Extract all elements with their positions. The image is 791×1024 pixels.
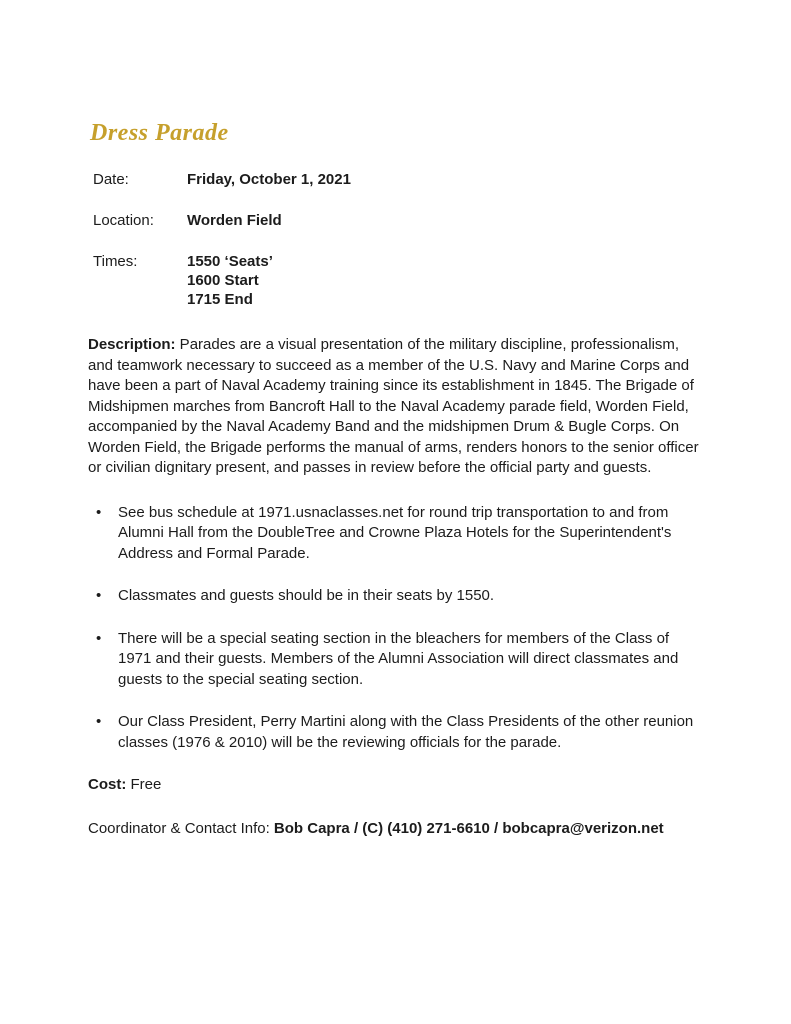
info-bullet-list [88,503,702,754]
contact-line [88,819,702,840]
bullet-bus-schedule: • See bus schedule at 1971.usnaclasses.net for round trip transportation to and from Alumni Hall from the DoubleTree and Crowne Plaza Hotels for the Superintendent's Address and Formal Parade. [118,503,702,565]
date-label: Date: [93,171,129,188]
time-start: 1600 Start [187,272,259,289]
cost-value: Free [126,776,162,793]
description-text: Parades are a visual presentation of the military discipline, professionalism, and teamwork necessary to succeed as a member of the U.S. Navy and Marine Corps and have been a part of Naval Academy training since its establishment in 1845. The Brigade of Midshipmen marches from Bancroft Hall to the Naval Academy parade field, Worden Field, accompanied by the Naval Academy Band and the midshipmen Drum & Bugle Corps. On Worden Field, the Brigade performs the manual of arms, renders honors to the senior officer or civilian dignitary present, and passes in review before the official party and guests. [88,336,699,476]
bullet-special-seating: • There will be a special seating section in the bleachers for members of the Class of 1971 and their guests. Members of the Alumni Association will direct classmates and guests to the special seating section. [118,629,702,691]
date-value: Friday, October 1, 2021 [187,171,351,188]
location-label: Location: [93,212,154,229]
times-value [187,252,273,309]
cost-label: Cost: [88,776,127,793]
contact-label: Coordinator & Contact Info: [88,819,270,837]
time-end: 1715 End [187,291,253,308]
description-paragraph [88,335,702,479]
bullet-reviewing-officials: • Our Class President, Perry Martini along with the Class Presidents of the other reunion classes (1976 & 2010) will be the reviewing officials for the parade. [118,712,702,753]
cost-line [88,775,702,796]
meta-row-location [93,211,702,230]
description-label: Description: [88,336,176,353]
event-meta [93,170,702,309]
bullet-seats-by-1550: • Classmates and guests should be in their seats by 1550. [118,586,702,607]
page-title: Dress Parade [90,120,229,146]
meta-row-date [93,170,702,189]
document-content [88,120,702,854]
times-label: Times: [93,253,138,270]
contact-value: Bob Capra / (C) (410) 271-6610 / bobcapra@verizon.net [269,819,664,837]
location-value: Worden Field [187,212,282,229]
time-seats: 1550 ‘Seats’ [187,253,273,270]
meta-row-times [93,252,702,309]
